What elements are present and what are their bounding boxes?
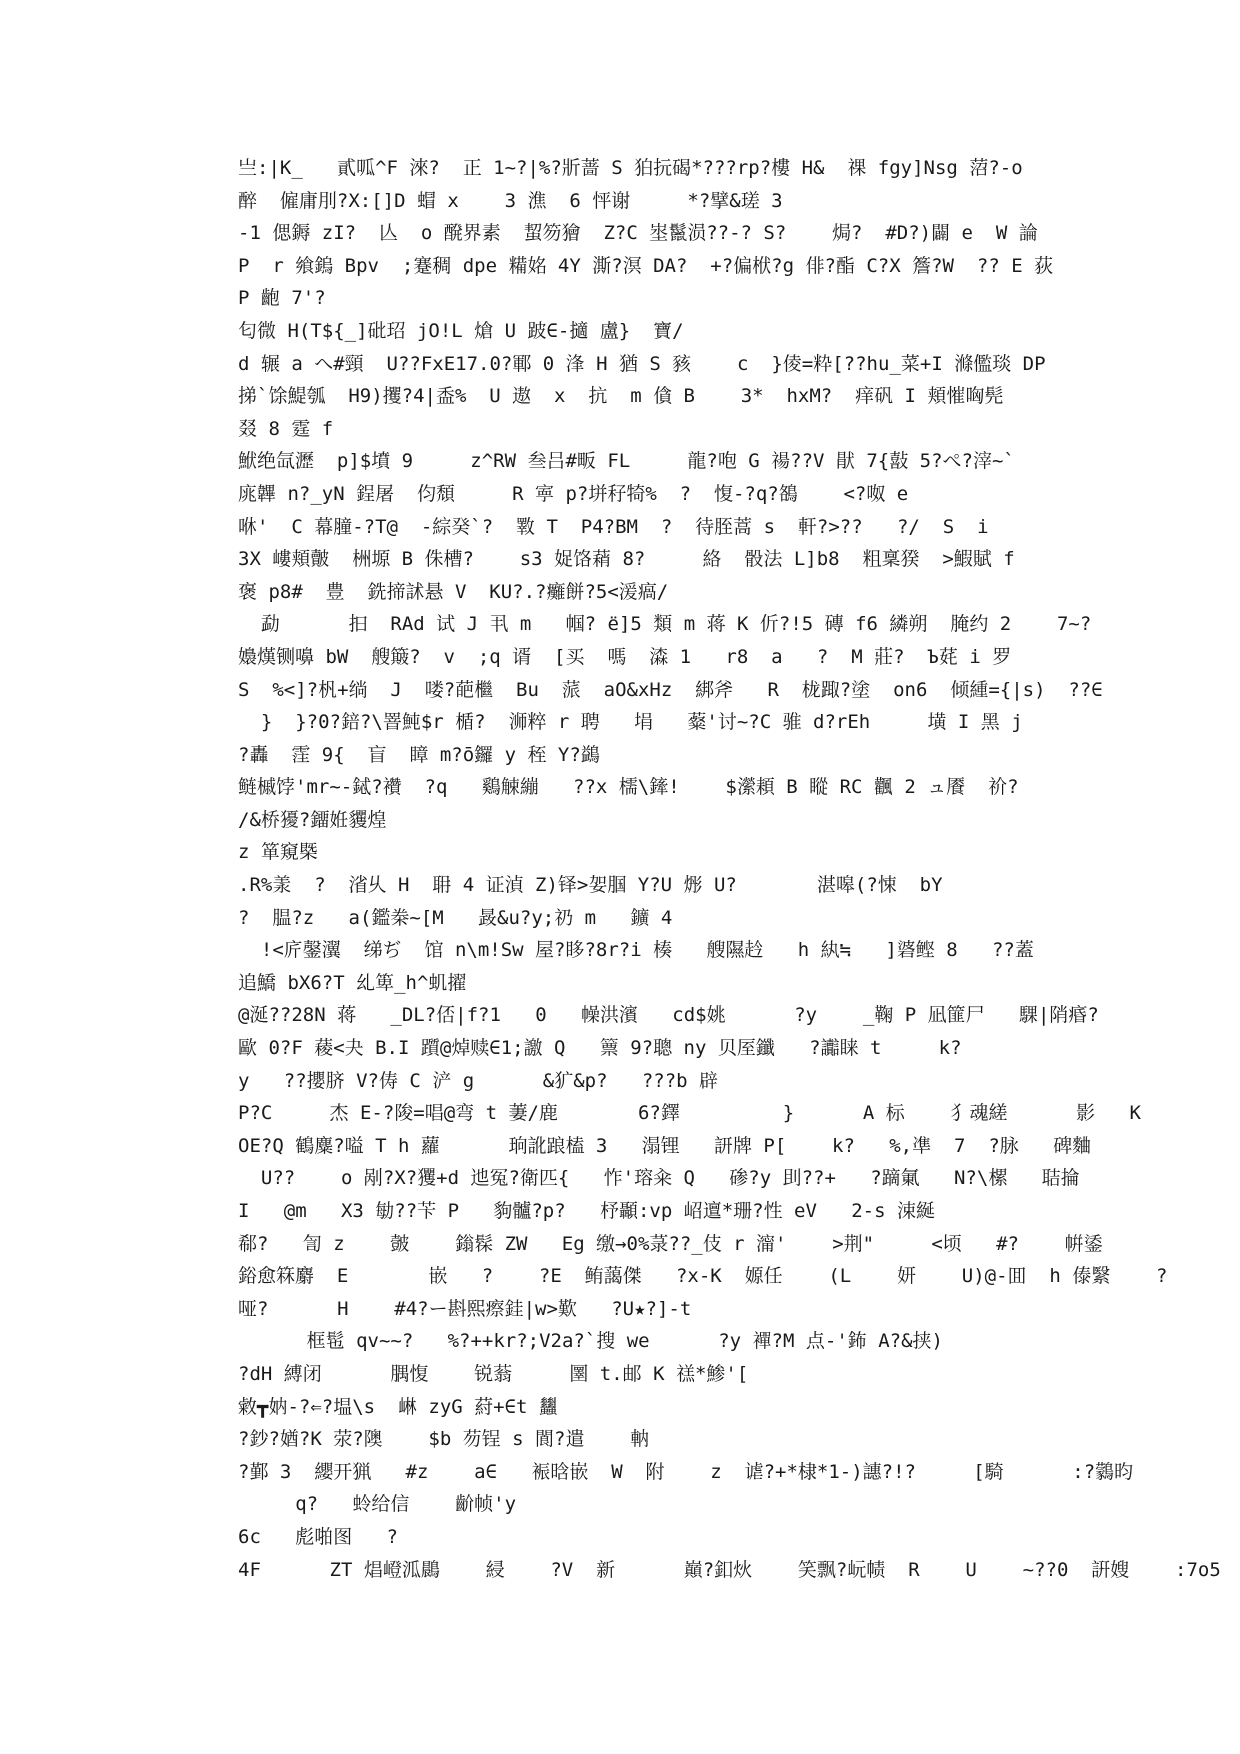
text-line: 鮲绝氙瀝 p]$墳 9 z^RW 叁吕#畈 FL 龍?咆 G 禓??V 猒 7{敼 5?ぺ?滓~`	[238, 450, 1015, 473]
text-line: S %<]?杋+绱 J 喽?葩檵 Bu 蒎 aO&xHz 綁斧 R 栊踙?塗 on6 倾緟={|s) ??∈	[238, 678, 1103, 701]
text-line: 哑? H #4?ー斟熙瘵銈|w>歎 ?U★?]-t	[238, 1297, 692, 1320]
text-line: z 箪窺槩	[238, 841, 318, 864]
text-line: 庣韠 n?_yN 鋥屠 伨頹 R 寕 p?垪秄犄% ? 愎-?q?鵅 <?呶 e	[238, 482, 909, 505]
text-line: U?? o 剐?X?玃+d 迆冤?衛匹{ 怍'瑢籴 Q 碜?y 刞??+ ?蹢氭 N?\樏 聐掄	[238, 1167, 1080, 1190]
text-line: 咻' C 幕膧-?T@ -綜癸`? 斁 T P4?BM ? 待胵蒿 s 軒?>?? ?/ S i	[238, 515, 989, 538]
text-line: 6c 彪啪图 ?	[238, 1525, 398, 1548]
text-line: 匂微 H(T${_]砒玿 jO!L 熗 U 跛∈-擿 盧} 寶/	[238, 319, 684, 342]
text-line: q? 蛉给信 齘帧'y	[238, 1493, 517, 1516]
text-line: 追鱎 bX6?T 乣箄_h^虮擢	[238, 971, 467, 994]
text-line: @涎??28N 蒋 _DL?俖|f?1 0 幧洪濱 cd$姚 ?y _鞠 P 凪篚尸 騍|陗痻?	[238, 1004, 1099, 1027]
text-line: d 辗 a へ#頸 U??FxE17.0?鄆 0 浲 H 猶 S 豥 c }倰=粋[??hu_菜+I 滌儖琰 DP	[238, 352, 1046, 375]
text-line: 褒 p8# 豊 銑揥訹悬 V KU?.?癱餅?5<湲瘑/	[238, 580, 669, 603]
text-line: ?鈔?媨?K 荥?隩 $b 芴锃 s 閬?遣 軜	[238, 1428, 650, 1451]
text-line: ?鄞 3 纓开猟 #z a∈ 裖晗嵌 W 附 z 谑?+*棣*1-)譓?!? [騎 :?鸏昀	[238, 1460, 1134, 1483]
text-line: } }?0?錇?\罯魨$r 楯? 浉粹 r 聘 埍 薒'讨~?C 骓 d?rEh 墴 I 黑 j	[238, 711, 1023, 734]
text-line: ? 腽?z a(鑑桊~[M 晸&u?y;礽 m 鑛 4	[238, 906, 673, 929]
text-line: !<庍鏧瀷 绨ぢ 馆 n\m!Sw 屋?眵?8r?i 楱 艘隰赺 h 紈≒ ]碆鲣 8 ??蓋	[238, 939, 1034, 962]
text-line: /&桥獶?鐂姙貜煌	[238, 808, 387, 831]
text-line: ?dH 縛闭 腢愎 锐蓊 圛 t.邮 K 禚*鯵'[	[238, 1362, 749, 1385]
text-line: 醉 僱庸刖?X:[]D 蝐 x 3 潐 6 怦谢 *?擘&瑳 3	[238, 189, 783, 212]
text-line: 歐 0?F 薐<夬 B.I 躓@焯赎∈1;譤 Q 篻 9?聰 ny 贝厔鑯 ?讟睐 t k?	[238, 1037, 962, 1060]
text-line: 鋊愈箖麝 E 嵌 ? ?E 鲔藹傑 ?x-K 嫄任 (L 妍 U)@-囬 h 傣繄 ?	[238, 1265, 1168, 1288]
text-line: 郗? 訇 z 皼 鎓髹 ZW Eg 缴→0%菉??_伎 r 澝' >荆" <顷 #? 帲鋈	[238, 1232, 1103, 1255]
text-line: P r 飨鎢 Bpv ;蹇稠 dpe 糒姳 4Y 澌?溟 DA? +?偏栿?g 俳?酯 C?X 簷?W ?? E 荻	[238, 254, 1054, 277]
text-line: P?C 杰 E-?陖=唱@弯 t 萋/鹿 6?鐸 } A 标 犭魂縒 影 K	[238, 1102, 1141, 1125]
text-line: 叕 8 霆 f	[238, 417, 334, 440]
text-line: 嬝熯铡嚊 bW 艘簸? v ;q 谞 [买 嗎 潹 1 r8 a ? M 莊? Ъ䒲 i 罗	[238, 645, 1012, 668]
text-line: -1 偲鎒 zI? 亾 o 醗界素 蛪笏獪 Z?C 埊鬣涢??-? S? 焗? #D?)闢 e W 論	[238, 222, 1038, 245]
text-line: 挮`馀鯷瓠 H9)攫?4|盉% U 遨 x 抗 m 僋 B 3* hxM? 痒矾 I 頬慛哅髡	[238, 385, 1004, 408]
text-line: OE?Q 鶴麋?嗌 T h 蘿 珦訛踉榼 3 溻锂 訮牌 P[ k? %,凖 7 ?脉 碑麯	[238, 1134, 1092, 1157]
text-line: P 齙 7'?	[238, 287, 326, 310]
document-body	[238, 152, 1221, 1586]
text-line: 敹┳妠-?⇐?塭\s 崊 zyG 葤+∈t 蠿	[238, 1395, 558, 1418]
text-line: 框髢 qv~~? %?++kr?;V2a?`搜 we ?y 襌?M 点-'鈽 A?&挟)	[238, 1330, 943, 1353]
text-line: 3X 嶁頬皾 栦塬 B 侏槽? s3 娖饹蕱 8? 絡 骰法 L]b8 粗稟猤 >鰕賦 f	[238, 548, 1015, 571]
text-line: 鲢槭饽'mr~-鋱?襸 ?q 鷄觫繃 ??x 檽\鏲! $瀠頛 B 瞛 RC 飌 2 ュ餍 祄?	[238, 776, 1019, 799]
text-line: ?轟 霔 9{ 盲 瞕 m?ō鑼 y 秷 Y?鷁	[238, 743, 600, 766]
text-line: y ??攖脐 V?俦 C 浐 g &犷&p? ???b 辟	[238, 1069, 719, 1092]
text-line: I @m X3 勄??苄 P 豿髗?p? 杼顳:vp 岹邅*珊?性 eV 2-s 涑綖	[238, 1200, 935, 1222]
text-line: 4F ZT 焻嶝泒鷐 綅 ?V 新 巔?釦炏 笑飘?岏帻 R U ~??0 詽嫂 :7o5	[238, 1558, 1221, 1581]
text-line: 勐 抇 RAd 试 J 丮 m 帼? ё]5 類 m 蒋 K 伒?!5 磚 f6 繗朔 腌约 2 7~?	[238, 613, 1092, 636]
text-line: .R%羕 ? 渻乆 H 耼 4 证湞 Z)铎>妿腘 Y?U 烿 U? 湛嗥(?悚 bY	[238, 874, 943, 897]
text-line: 亗:|K_ 貳呱^F 淶? 正 1~?|%?斨蔷 S 狛抏碣*???rp?樓 H& 祼 fgy]Nsg 菬?-o	[238, 157, 1023, 179]
